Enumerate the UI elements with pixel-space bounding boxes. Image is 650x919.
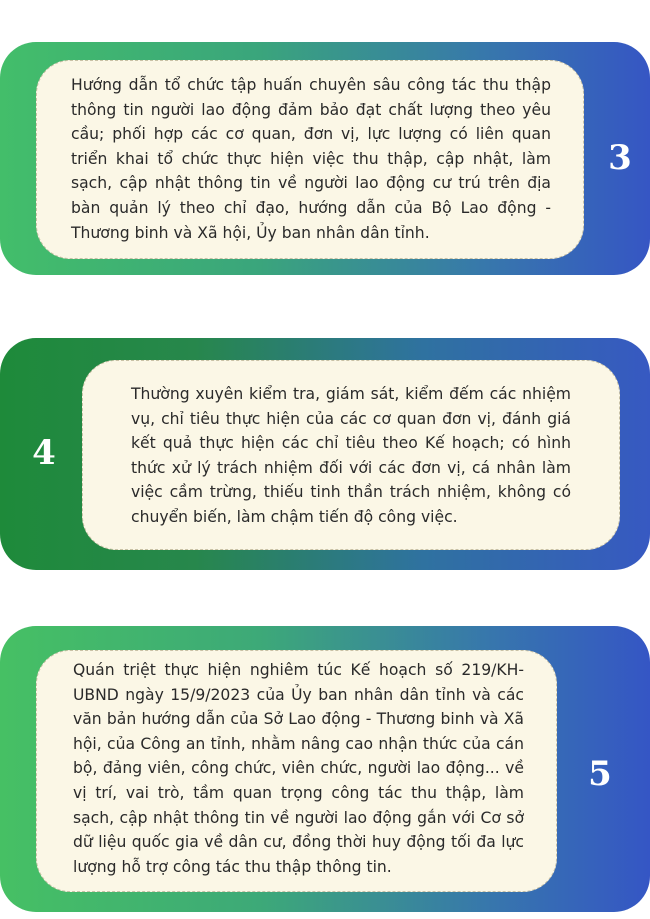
task-number: 5 [588, 754, 612, 794]
task-number: 3 [608, 138, 632, 178]
task-text: Thường xuyên kiểm tra, giám sát, kiểm đếm các nhiệm vụ, chỉ tiêu thực hiện của các cơ quan đơn vị, đánh giá kết quả thực hiện các chỉ tiêu theo Kế hoạch; có hình thức xử lý trách nhiệm đối với các đơn vị, cá nhân làm việc cầm trừng, thiếu tinh thần trách nhiệm, không có chuyển biến, làm chậm tiến độ công việc. [82, 360, 620, 550]
task-number: 4 [32, 433, 56, 473]
task-text: Quán triệt thực hiện nghiêm túc Kế hoạch số 219/KH-UBND ngày 15/9/2023 của Ủy ban nhân dân tỉnh và các văn bản hướng dẫn của Sở Lao động - Thương binh và Xã hội, của Công an tỉnh, nhằm nâng cao nhận thức của cán bộ, đảng viên, công chức, viên chức, người lao động... về vị trí, vai trò, tầm quan trọng công tác thu thập, làm sạch, cập nhật thông tin về người lao động gắn với Cơ sở dữ liệu quốc gia về dân cư, đồng thời huy động tối đa lực lượng hỗ trợ công tác thu thập thông tin. [36, 650, 557, 892]
task-text: Hướng dẫn tổ chức tập huấn chuyên sâu công tác thu thập thông tin người lao động đảm bảo đạt chất lượng theo yêu cầu; phối hợp các cơ quan, đơn vị, lực lượng có liên quan triển khai tổ chức thực hiện việc thu thập, cập nhật, làm sạch, cập nhật thông tin về người lao động cư trú trên địa bàn quản lý theo chỉ đạo, hướng dẫn của Bộ Lao động - Thương binh và Xã hội, Ủy ban nhân dân tỉnh. [36, 60, 584, 259]
task-card-5 [0, 626, 650, 912]
task-card-4 [0, 338, 650, 570]
task-card-3 [0, 42, 650, 275]
